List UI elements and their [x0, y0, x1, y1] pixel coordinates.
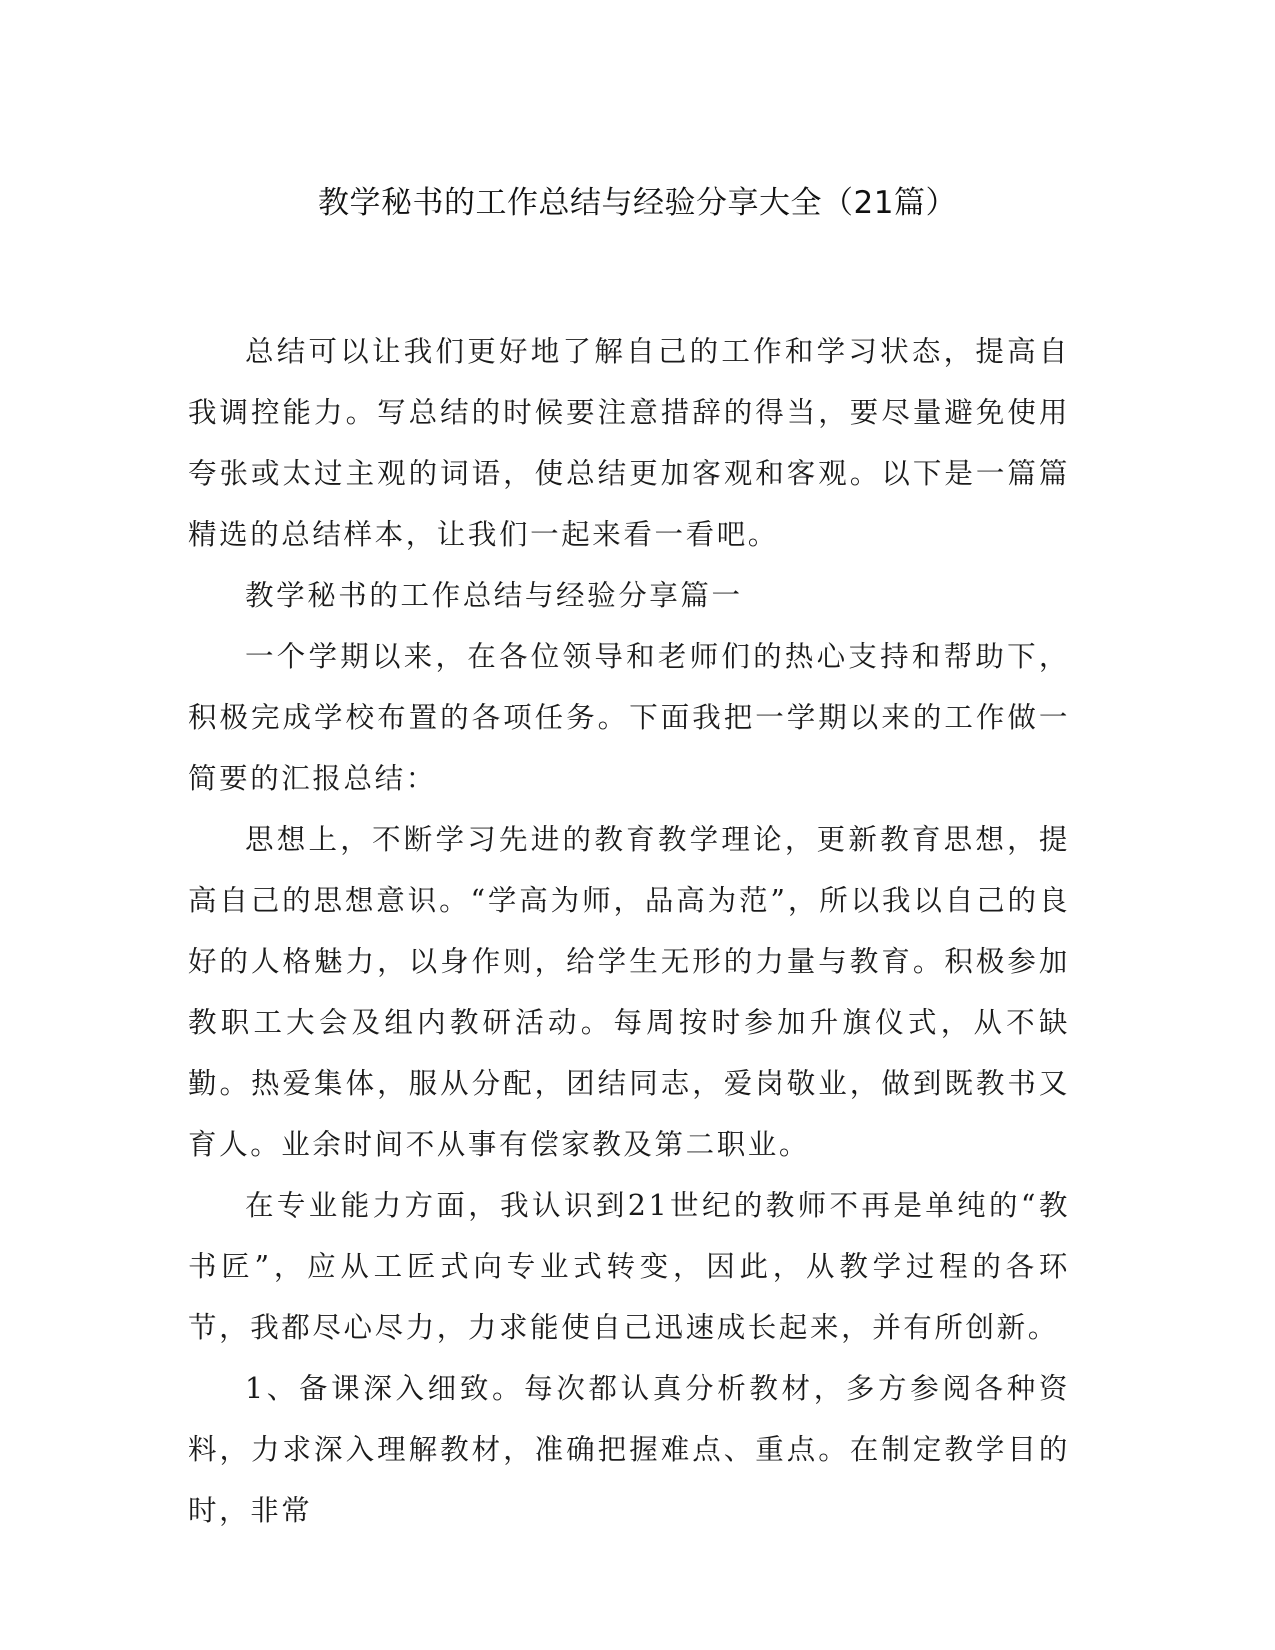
- document-body: [188, 321, 1070, 1541]
- section-heading: 教学秘书的工作总结与经验分享篇一: [245, 579, 743, 612]
- document-title: 教学秘书的工作总结与经验分享大全（21篇）: [318, 185, 957, 221]
- paragraph: 1、备课深入细致。每次都认真分析教材，多方参阅各种资料，力求深入理解教材，准确把握难点、重点。在制定教学目的时，非常: [188, 1372, 1070, 1527]
- paragraph: 思想上，不断学习先进的教育教学理论，更新教育思想，提高自己的思想意识。“学高为师，品高为范”，所以我以自己的良好的人格魅力，以身作则，给学生无形的力量与教育。积极参加教职工大会及组内教研活动。每周按时参加升旗仪式，从不缺勤。热爱集体，服从分配，团结同志，爱岗敬业，做到既教书又育人。业余时间不从事有偿家教及第二职业。: [188, 823, 1070, 1161]
- paragraph: 一个学期以来，在各位领导和老师们的热心支持和帮助下，积极完成学校布置的各项任务。下面我把一学期以来的工作做一简要的汇报总结：: [188, 640, 1070, 795]
- paragraph: 在专业能力方面，我认识到21世纪的教师不再是单纯的“教书匠”，应从工匠式向专业式转变，因此，从教学过程的各环节，我都尽心尽力，力求能使自己迅速成长起来，并有所创新。: [188, 1189, 1070, 1344]
- paragraph-intro: 总结可以让我们更好地了解自己的工作和学习状态，提高自我调控能力。写总结的时候要注意措辞的得当，要尽量避免使用夸张或太过主观的词语，使总结更加客观和客观。以下是一篇篇精选的总结样本，让我们一起来看一看吧。: [188, 335, 1070, 551]
